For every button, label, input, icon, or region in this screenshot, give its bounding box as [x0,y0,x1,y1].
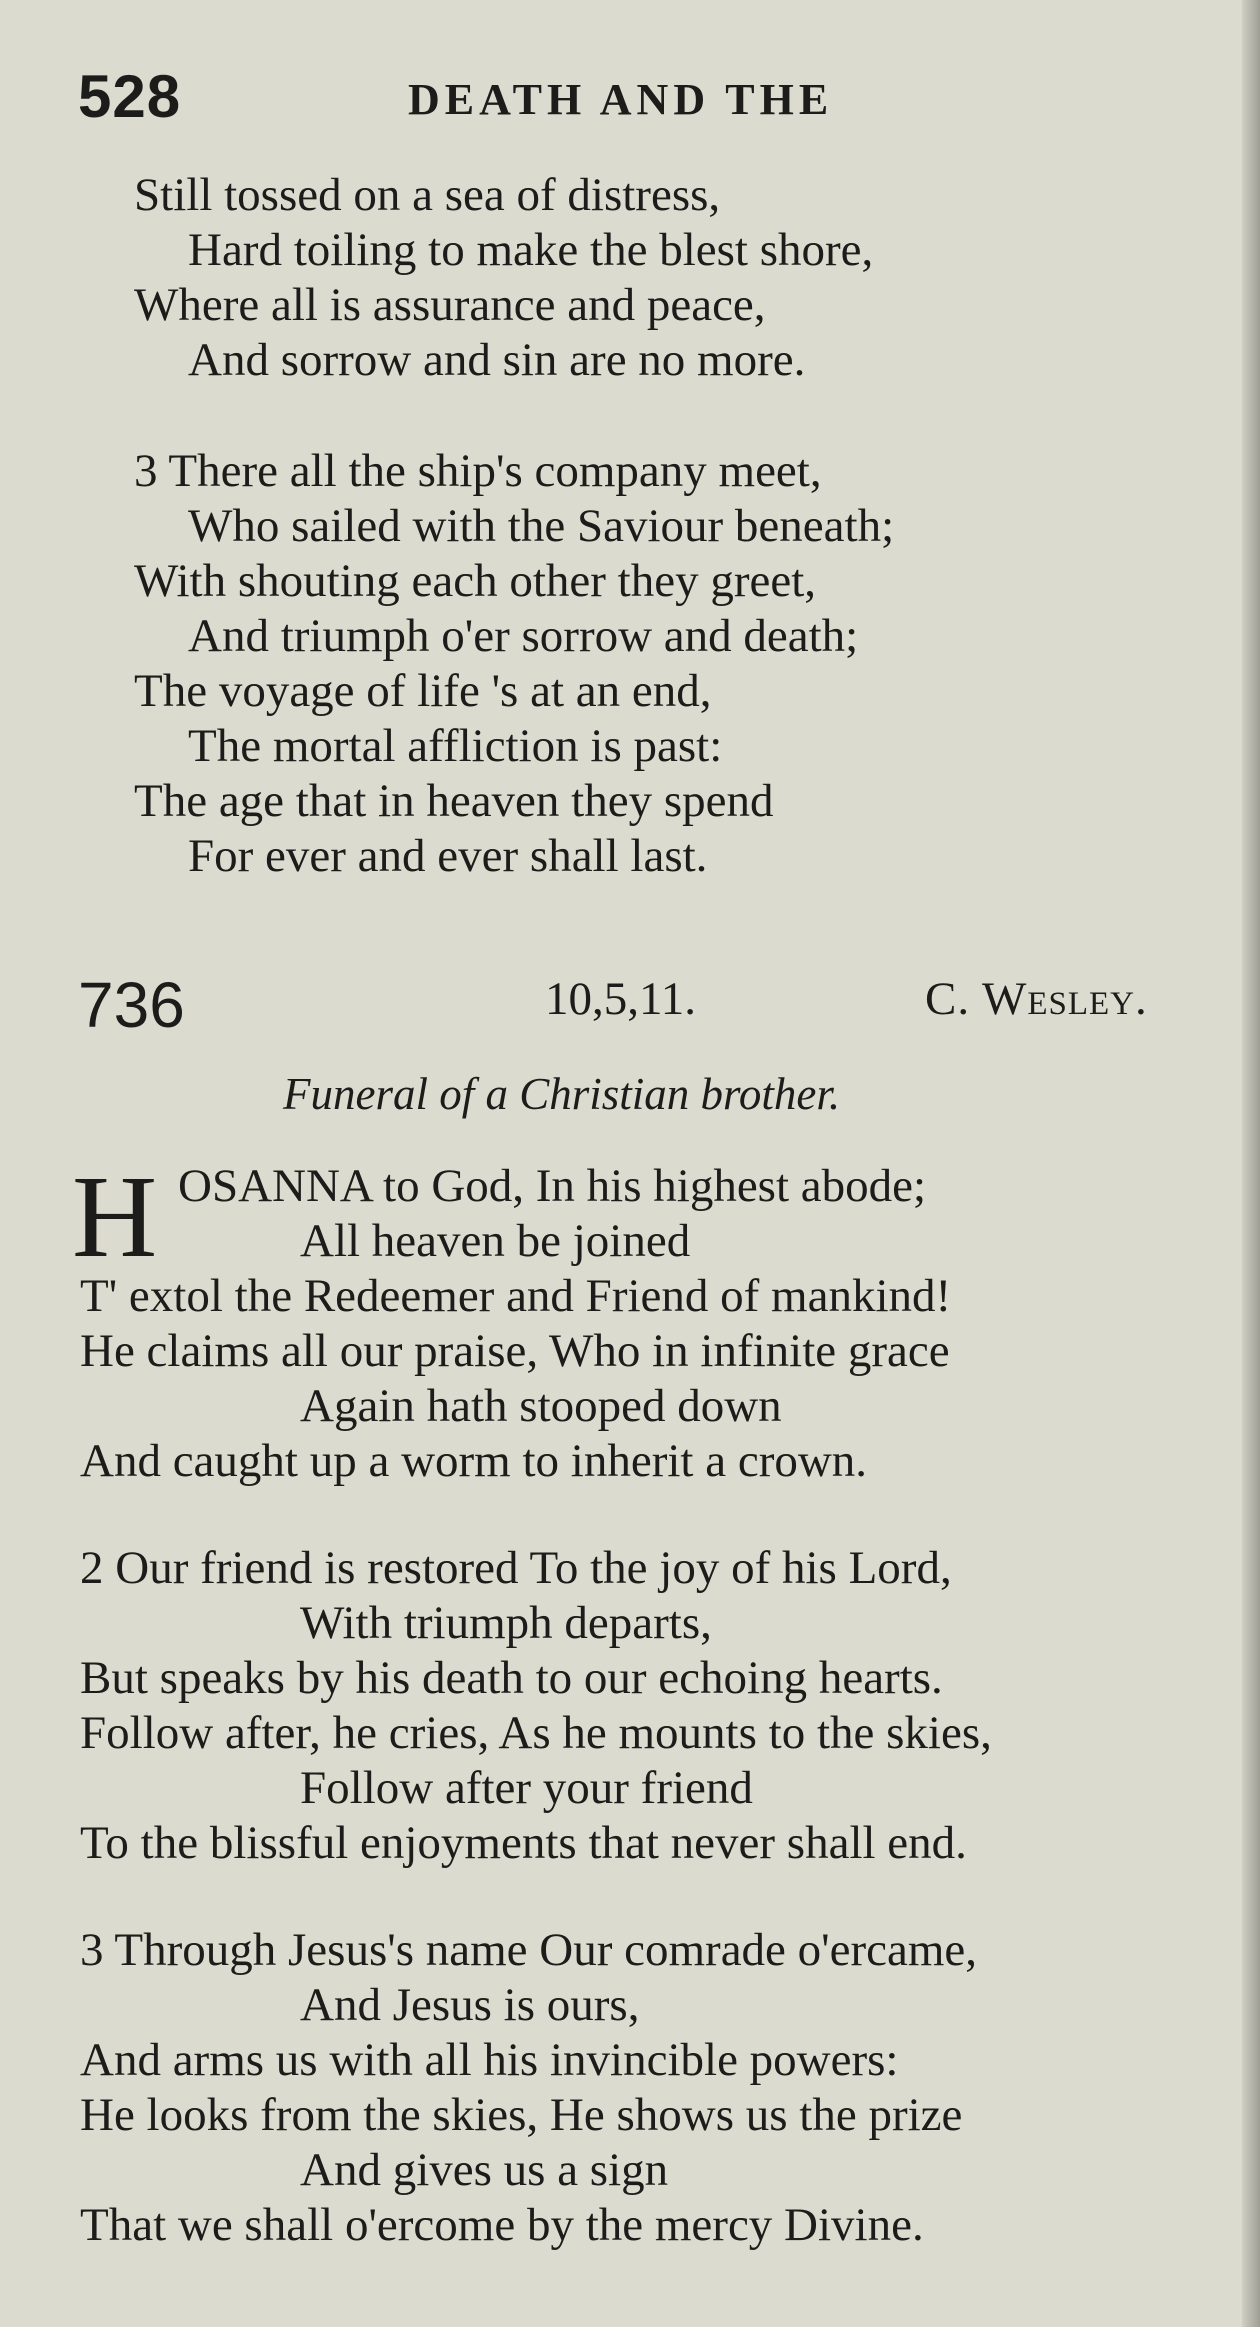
verse-line: With triumph departs, [300,1597,712,1649]
verse-line: Again hath stooped down [300,1380,782,1432]
verse-line: 3 Through Jesus's name Our comrade o'ercame, [80,1924,978,1976]
verse-line: The voyage of life 's at an end, [134,665,712,717]
verse-line: OSANNA to God, In his highest abode; [178,1160,927,1212]
hymn-subtitle: Funeral of a Christian brother. [283,1069,841,1119]
page-number: 528 [78,63,182,130]
verse-line: And Jesus is ours, [300,1979,640,2031]
verse-line: He looks from the skies, He shows us the prize [80,2089,963,2141]
verse-line: Follow after, he cries, As he mounts to the skies, [80,1707,992,1759]
hymn-meter: 10,5,11. [545,973,697,1025]
verse-line: The mortal affliction is past: [188,720,723,772]
verse-line: And sorrow and sin are no more. [188,334,806,386]
verse-line: And triumph o'er sorrow and death; [188,610,859,662]
verse-line: Where all is assurance and peace, [134,279,766,331]
verse-line: T' extol the Redeemer and Friend of mankind! [80,1270,952,1322]
verse-line: Who sailed with the Saviour beneath; [188,500,895,552]
verse-line: And caught up a worm to inherit a crown. [80,1435,868,1487]
verse-line: With shouting each other they greet, [134,555,817,607]
drop-cap: H [72,1151,158,1282]
verse-line: But speaks by his death to our echoing hearts. [80,1652,943,1704]
verse-line: That we shall o'ercome by the mercy Divine. [80,2199,924,2251]
verse-line: 2 Our friend is restored To the joy of his Lord, [80,1542,952,1594]
verse-line: He claims all our praise, Who in infinite grace [80,1325,950,1377]
verse-line: And arms us with all his invincible powers: [80,2034,899,2086]
verse-line: For ever and ever shall last. [188,830,708,882]
hymn-number: 736 [78,969,185,1041]
verse-line: To the blissful enjoyments that never shall end. [80,1817,967,1869]
hymn-author: C. Wesley. [925,973,1148,1025]
running-head: DEATH AND THE [408,75,834,124]
verse-line: All heaven be joined [300,1215,691,1267]
verse-line: And gives us a sign [300,2144,669,2196]
verse-line: Follow after your friend [300,1762,753,1814]
verse-line: Hard toiling to make the blest shore, [188,224,874,276]
page-edge [1242,0,1260,2327]
verse-line: 3 There all the ship's company meet, [134,445,822,497]
verse-line: The age that in heaven they spend [134,775,774,827]
verse-line: Still tossed on a sea of distress, [134,169,721,221]
